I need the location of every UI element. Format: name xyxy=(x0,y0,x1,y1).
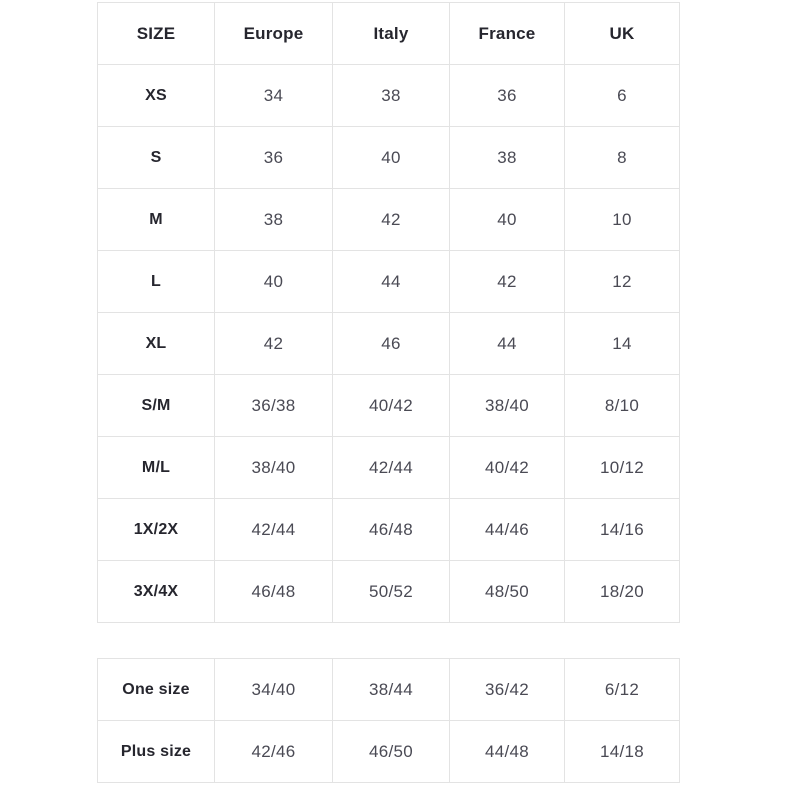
size-value-cell: 44 xyxy=(450,313,565,375)
size-value-cell: 40/42 xyxy=(333,375,450,437)
size-value-cell: 50/52 xyxy=(333,561,450,623)
size-value-cell: 36 xyxy=(215,127,333,189)
size-value-cell: 36/42 xyxy=(450,659,565,721)
table-row xyxy=(98,499,680,561)
size-value-cell: 14/18 xyxy=(565,721,680,783)
row-size-label: M/L xyxy=(98,437,215,499)
column-header: UK xyxy=(565,3,680,65)
size-value-cell: 38/40 xyxy=(450,375,565,437)
row-size-label: S/M xyxy=(98,375,215,437)
size-value-cell: 40 xyxy=(450,189,565,251)
size-value-cell: 38/40 xyxy=(215,437,333,499)
row-size-label: S xyxy=(98,127,215,189)
size-value-cell: 6 xyxy=(565,65,680,127)
row-size-label: 1X/2X xyxy=(98,499,215,561)
table-row xyxy=(98,659,680,721)
column-header: France xyxy=(450,3,565,65)
size-value-cell: 42 xyxy=(450,251,565,313)
size-value-cell: 38 xyxy=(450,127,565,189)
size-value-cell: 38 xyxy=(215,189,333,251)
table-row xyxy=(98,375,680,437)
column-header: Europe xyxy=(215,3,333,65)
row-size-label: One size xyxy=(98,659,215,721)
size-value-cell: 18/20 xyxy=(565,561,680,623)
size-value-cell: 44/48 xyxy=(450,721,565,783)
size-value-cell: 42/44 xyxy=(215,499,333,561)
size-value-cell: 8 xyxy=(565,127,680,189)
size-chart-tables xyxy=(97,2,680,783)
size-value-cell: 44 xyxy=(333,251,450,313)
size-conversion-table xyxy=(97,2,680,623)
row-size-label: M xyxy=(98,189,215,251)
column-header: Italy xyxy=(333,3,450,65)
size-value-cell: 34/40 xyxy=(215,659,333,721)
size-value-cell: 48/50 xyxy=(450,561,565,623)
row-size-label: 3X/4X xyxy=(98,561,215,623)
size-value-cell: 10/12 xyxy=(565,437,680,499)
size-value-cell: 10 xyxy=(565,189,680,251)
table-row xyxy=(98,313,680,375)
row-size-label: L xyxy=(98,251,215,313)
size-value-cell: 44/46 xyxy=(450,499,565,561)
size-value-cell: 14/16 xyxy=(565,499,680,561)
size-table-header-row xyxy=(98,3,680,65)
row-size-label: Plus size xyxy=(98,721,215,783)
size-value-cell: 40 xyxy=(333,127,450,189)
size-value-cell: 34 xyxy=(215,65,333,127)
size-value-cell: 42 xyxy=(215,313,333,375)
table-row xyxy=(98,561,680,623)
size-value-cell: 46/48 xyxy=(215,561,333,623)
table-row xyxy=(98,65,680,127)
size-value-cell: 46 xyxy=(333,313,450,375)
size-table-body xyxy=(98,65,680,623)
size-value-cell: 42/46 xyxy=(215,721,333,783)
special-sizes-table xyxy=(97,658,680,783)
size-value-cell: 42 xyxy=(333,189,450,251)
size-value-cell: 38 xyxy=(333,65,450,127)
size-value-cell: 12 xyxy=(565,251,680,313)
size-value-cell: 6/12 xyxy=(565,659,680,721)
size-value-cell: 40 xyxy=(215,251,333,313)
size-value-cell: 14 xyxy=(565,313,680,375)
size-value-cell: 46/48 xyxy=(333,499,450,561)
size-value-cell: 42/44 xyxy=(333,437,450,499)
row-size-label: XL xyxy=(98,313,215,375)
size-value-cell: 36/38 xyxy=(215,375,333,437)
table-row xyxy=(98,127,680,189)
table-row xyxy=(98,721,680,783)
table-row xyxy=(98,437,680,499)
size-value-cell: 8/10 xyxy=(565,375,680,437)
size-value-cell: 36 xyxy=(450,65,565,127)
size-value-cell: 46/50 xyxy=(333,721,450,783)
column-header: SIZE xyxy=(98,3,215,65)
table-row xyxy=(98,189,680,251)
special-sizes-table-body xyxy=(98,659,680,783)
row-size-label: XS xyxy=(98,65,215,127)
size-value-cell: 38/44 xyxy=(333,659,450,721)
table-row xyxy=(98,251,680,313)
size-value-cell: 40/42 xyxy=(450,437,565,499)
